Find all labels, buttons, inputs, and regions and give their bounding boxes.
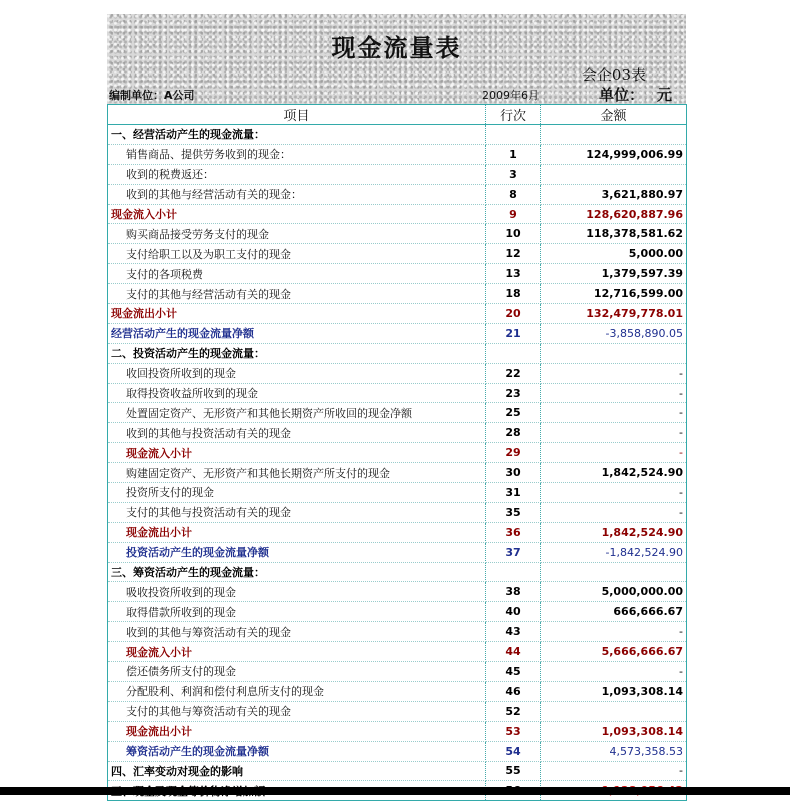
unit-label: 单位： [598, 86, 644, 104]
table-row [108, 681, 687, 701]
row-amount: - [541, 363, 687, 383]
row-line-number: 20 [486, 304, 541, 324]
row-item-name: 支付的各项税费 [108, 264, 486, 284]
row-amount: -1,842,524.90 [541, 542, 687, 562]
row-item-name: 偿还债务所支付的现金 [108, 662, 486, 682]
column-header-amount: 金额 [541, 105, 687, 125]
table-row [108, 343, 687, 363]
row-amount: 1,379,597.39 [541, 264, 687, 284]
row-item-name: 取得借款所收到的现金 [108, 602, 486, 622]
table-row [108, 542, 687, 562]
row-line-number: 29 [486, 443, 541, 463]
row-item-name: 筹资活动产生的现金流量净额 [108, 741, 486, 761]
table-row [108, 125, 687, 145]
row-line-number: 45 [486, 662, 541, 682]
row-amount: 1,093,308.14 [541, 721, 687, 741]
row-item-name: 收回投资所收到的现金 [108, 363, 486, 383]
row-amount: 1,842,524.90 [541, 463, 687, 483]
table-row [108, 642, 687, 662]
row-item-name: 现金流出小计 [108, 304, 486, 324]
table-row [108, 741, 687, 761]
row-item-name: 分配股利、利润和偿付利息所支付的现金 [108, 681, 486, 701]
row-line-number: 13 [486, 264, 541, 284]
row-amount: 5,000.00 [541, 244, 687, 264]
row-amount: - [541, 483, 687, 503]
row-item-name: 投资活动产生的现金流量净额 [108, 542, 486, 562]
table-row [108, 483, 687, 503]
row-amount [541, 125, 687, 145]
row-amount: - [541, 761, 687, 781]
row-line-number: 30 [486, 463, 541, 483]
row-item-name: 现金流出小计 [108, 522, 486, 542]
row-line-number [486, 562, 541, 582]
row-amount: 132,479,778.01 [541, 304, 687, 324]
row-amount: 5,000,000.00 [541, 582, 687, 602]
row-amount: -3,858,890.05 [541, 323, 687, 343]
row-amount [541, 701, 687, 721]
table-row [108, 224, 687, 244]
row-amount: 118,378,581.62 [541, 224, 687, 244]
table-row [108, 582, 687, 602]
row-item-name: 收到的其他与投资活动有关的现金 [108, 423, 486, 443]
table-row [108, 502, 687, 522]
row-item-name: 现金流出小计 [108, 721, 486, 741]
row-line-number: 40 [486, 602, 541, 622]
row-amount: - [541, 443, 687, 463]
table-row [108, 304, 687, 324]
form-code: 会企03表 [581, 66, 646, 84]
row-item-name: 一、经营活动产生的现金流量： [108, 125, 486, 145]
row-line-number: 44 [486, 642, 541, 662]
table-row [108, 383, 687, 403]
table-row [108, 761, 687, 781]
row-item-name: 现金流入小计 [108, 642, 486, 662]
row-line-number: 10 [486, 224, 541, 244]
row-line-number: 9 [486, 204, 541, 224]
cash-flow-sheet [107, 14, 686, 801]
table-row [108, 363, 687, 383]
table-row [108, 662, 687, 682]
bottom-bar [0, 787, 790, 795]
row-line-number: 25 [486, 403, 541, 423]
table-row [108, 323, 687, 343]
table-row [108, 562, 687, 582]
row-item-name: 支付的其他与投资活动有关的现金 [108, 502, 486, 522]
row-item-name: 处置固定资产、无形资产和其他长期资产所收回的现金净额 [108, 403, 486, 423]
unit-value: 元 [656, 86, 672, 104]
row-amount: 128,620,887.96 [541, 204, 687, 224]
row-line-number: 52 [486, 701, 541, 721]
reporting-entity: 编制单位：A公司 [109, 89, 195, 102]
table-row [108, 204, 687, 224]
report-period: 2009年6月 [482, 89, 539, 102]
column-header-item: 项目 [108, 105, 486, 125]
row-item-name: 收到的其他与经营活动有关的现金： [108, 184, 486, 204]
row-amount: 4,573,358.53 [541, 741, 687, 761]
page-title: 现金流量表 [331, 33, 462, 62]
row-line-number: 1 [486, 144, 541, 164]
table-row [108, 522, 687, 542]
table-row [108, 144, 687, 164]
row-item-name: 购买商品接受劳务支付的现金 [108, 224, 486, 244]
row-amount: - [541, 383, 687, 403]
row-line-number: 35 [486, 502, 541, 522]
table-row [108, 602, 687, 622]
row-amount: 5,666,666.67 [541, 642, 687, 662]
row-line-number: 8 [486, 184, 541, 204]
row-item-name: 支付的其他与经营活动有关的现金 [108, 284, 486, 304]
row-line-number [486, 343, 541, 363]
table-row [108, 264, 687, 284]
table-row [108, 463, 687, 483]
row-amount: - [541, 403, 687, 423]
row-item-name: 现金流入小计 [108, 204, 486, 224]
row-line-number: 3 [486, 164, 541, 184]
table-row [108, 423, 687, 443]
row-item-name: 吸收投资所收到的现金 [108, 582, 486, 602]
row-amount: 124,999,006.99 [541, 144, 687, 164]
row-amount: 12,716,599.00 [541, 284, 687, 304]
row-amount: 666,666.67 [541, 602, 687, 622]
table-row [108, 284, 687, 304]
row-item-name: 销售商品、提供劳务收到的现金： [108, 144, 486, 164]
row-line-number [486, 125, 541, 145]
row-item-name: 收到的税费返还： [108, 164, 486, 184]
row-item-name: 四、汇率变动对现金的影响 [108, 761, 486, 781]
row-item-name: 支付给职工以及为职工支付的现金 [108, 244, 486, 264]
table-row [108, 184, 687, 204]
row-line-number: 12 [486, 244, 541, 264]
table-row [108, 622, 687, 642]
row-amount: - [541, 502, 687, 522]
row-line-number: 21 [486, 323, 541, 343]
row-amount [541, 562, 687, 582]
row-amount [541, 164, 687, 184]
row-line-number: 55 [486, 761, 541, 781]
row-line-number: 23 [486, 383, 541, 403]
row-line-number: 37 [486, 542, 541, 562]
table-row [108, 701, 687, 721]
row-line-number: 22 [486, 363, 541, 383]
row-item-name: 投资所支付的现金 [108, 483, 486, 503]
row-line-number: 28 [486, 423, 541, 443]
table-row [108, 244, 687, 264]
row-line-number: 53 [486, 721, 541, 741]
row-item-name: 二、投资活动产生的现金流量： [108, 343, 486, 363]
row-amount: - [541, 662, 687, 682]
cash-flow-table [107, 104, 687, 801]
row-line-number: 18 [486, 284, 541, 304]
row-item-name: 购建固定资产、无形资产和其他长期资产所支付的现金 [108, 463, 486, 483]
row-item-name: 三、筹资活动产生的现金流量： [108, 562, 486, 582]
row-item-name: 经营活动产生的现金流量净额 [108, 323, 486, 343]
row-line-number: 38 [486, 582, 541, 602]
table-row [108, 403, 687, 423]
row-line-number: 46 [486, 681, 541, 701]
row-line-number: 43 [486, 622, 541, 642]
row-amount: 1,093,308.14 [541, 681, 687, 701]
row-line-number: 54 [486, 741, 541, 761]
row-amount: - [541, 622, 687, 642]
row-item-name: 支付的其他与筹资活动有关的现金 [108, 701, 486, 721]
table-row [108, 164, 687, 184]
row-line-number: 36 [486, 522, 541, 542]
table-row [108, 443, 687, 463]
row-item-name: 取得投资收益所收到的现金 [108, 383, 486, 403]
row-item-name: 现金流入小计 [108, 443, 486, 463]
row-amount: - [541, 423, 687, 443]
column-header-line: 行次 [486, 105, 541, 125]
row-amount: 1,842,524.90 [541, 522, 687, 542]
row-line-number: 31 [486, 483, 541, 503]
row-amount [541, 343, 687, 363]
row-amount: 3,621,880.97 [541, 184, 687, 204]
row-item-name: 收到的其他与筹资活动有关的现金 [108, 622, 486, 642]
header-band [107, 14, 686, 104]
table-header-row [108, 105, 687, 125]
table-row [108, 721, 687, 741]
